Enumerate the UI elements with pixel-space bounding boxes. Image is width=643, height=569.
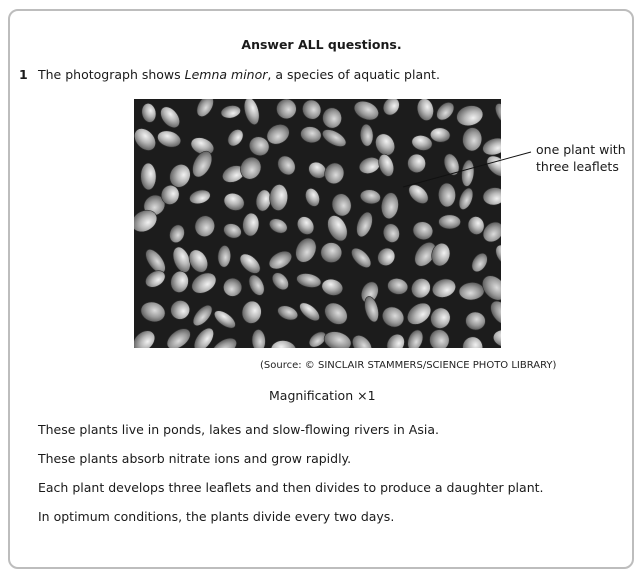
magnification-label: Magnification ×1 [269,388,376,403]
question-stem-before: The photograph shows [38,67,185,82]
paragraph-habitat: These plants live in ponds, lakes and slow-flowing rivers in Asia. [38,422,439,437]
leaflet [439,215,461,229]
annotation-line2: three leaflets [536,159,619,174]
question-number: 1 [19,67,28,82]
annotation-label [536,141,626,175]
question-stem-after: , a species of aquatic plant. [267,67,440,82]
leaflet [223,278,242,297]
paragraph-optimum: In optimum conditions, the plants divide every two days. [38,509,395,524]
species-name: Lemna minor [184,67,268,82]
paragraph-nitrate: These plants absorb nitrate ions and grow rapidly. [38,451,352,466]
lemna-photograph [134,99,501,348]
paragraph-division: Each plant develops three leaflets and then divides to produce a daughter plant. [38,480,544,495]
photo-source-credit: (Source: © SINCLAIR STAMMERS/SCIENCE PHOTO LIBRARY) [260,360,557,371]
instruction-heading: Answer ALL questions. [241,37,402,52]
leaflet [320,242,342,263]
question-stem [38,67,440,82]
leaflet [140,163,156,190]
annotation-line1: one plant with [536,142,626,157]
